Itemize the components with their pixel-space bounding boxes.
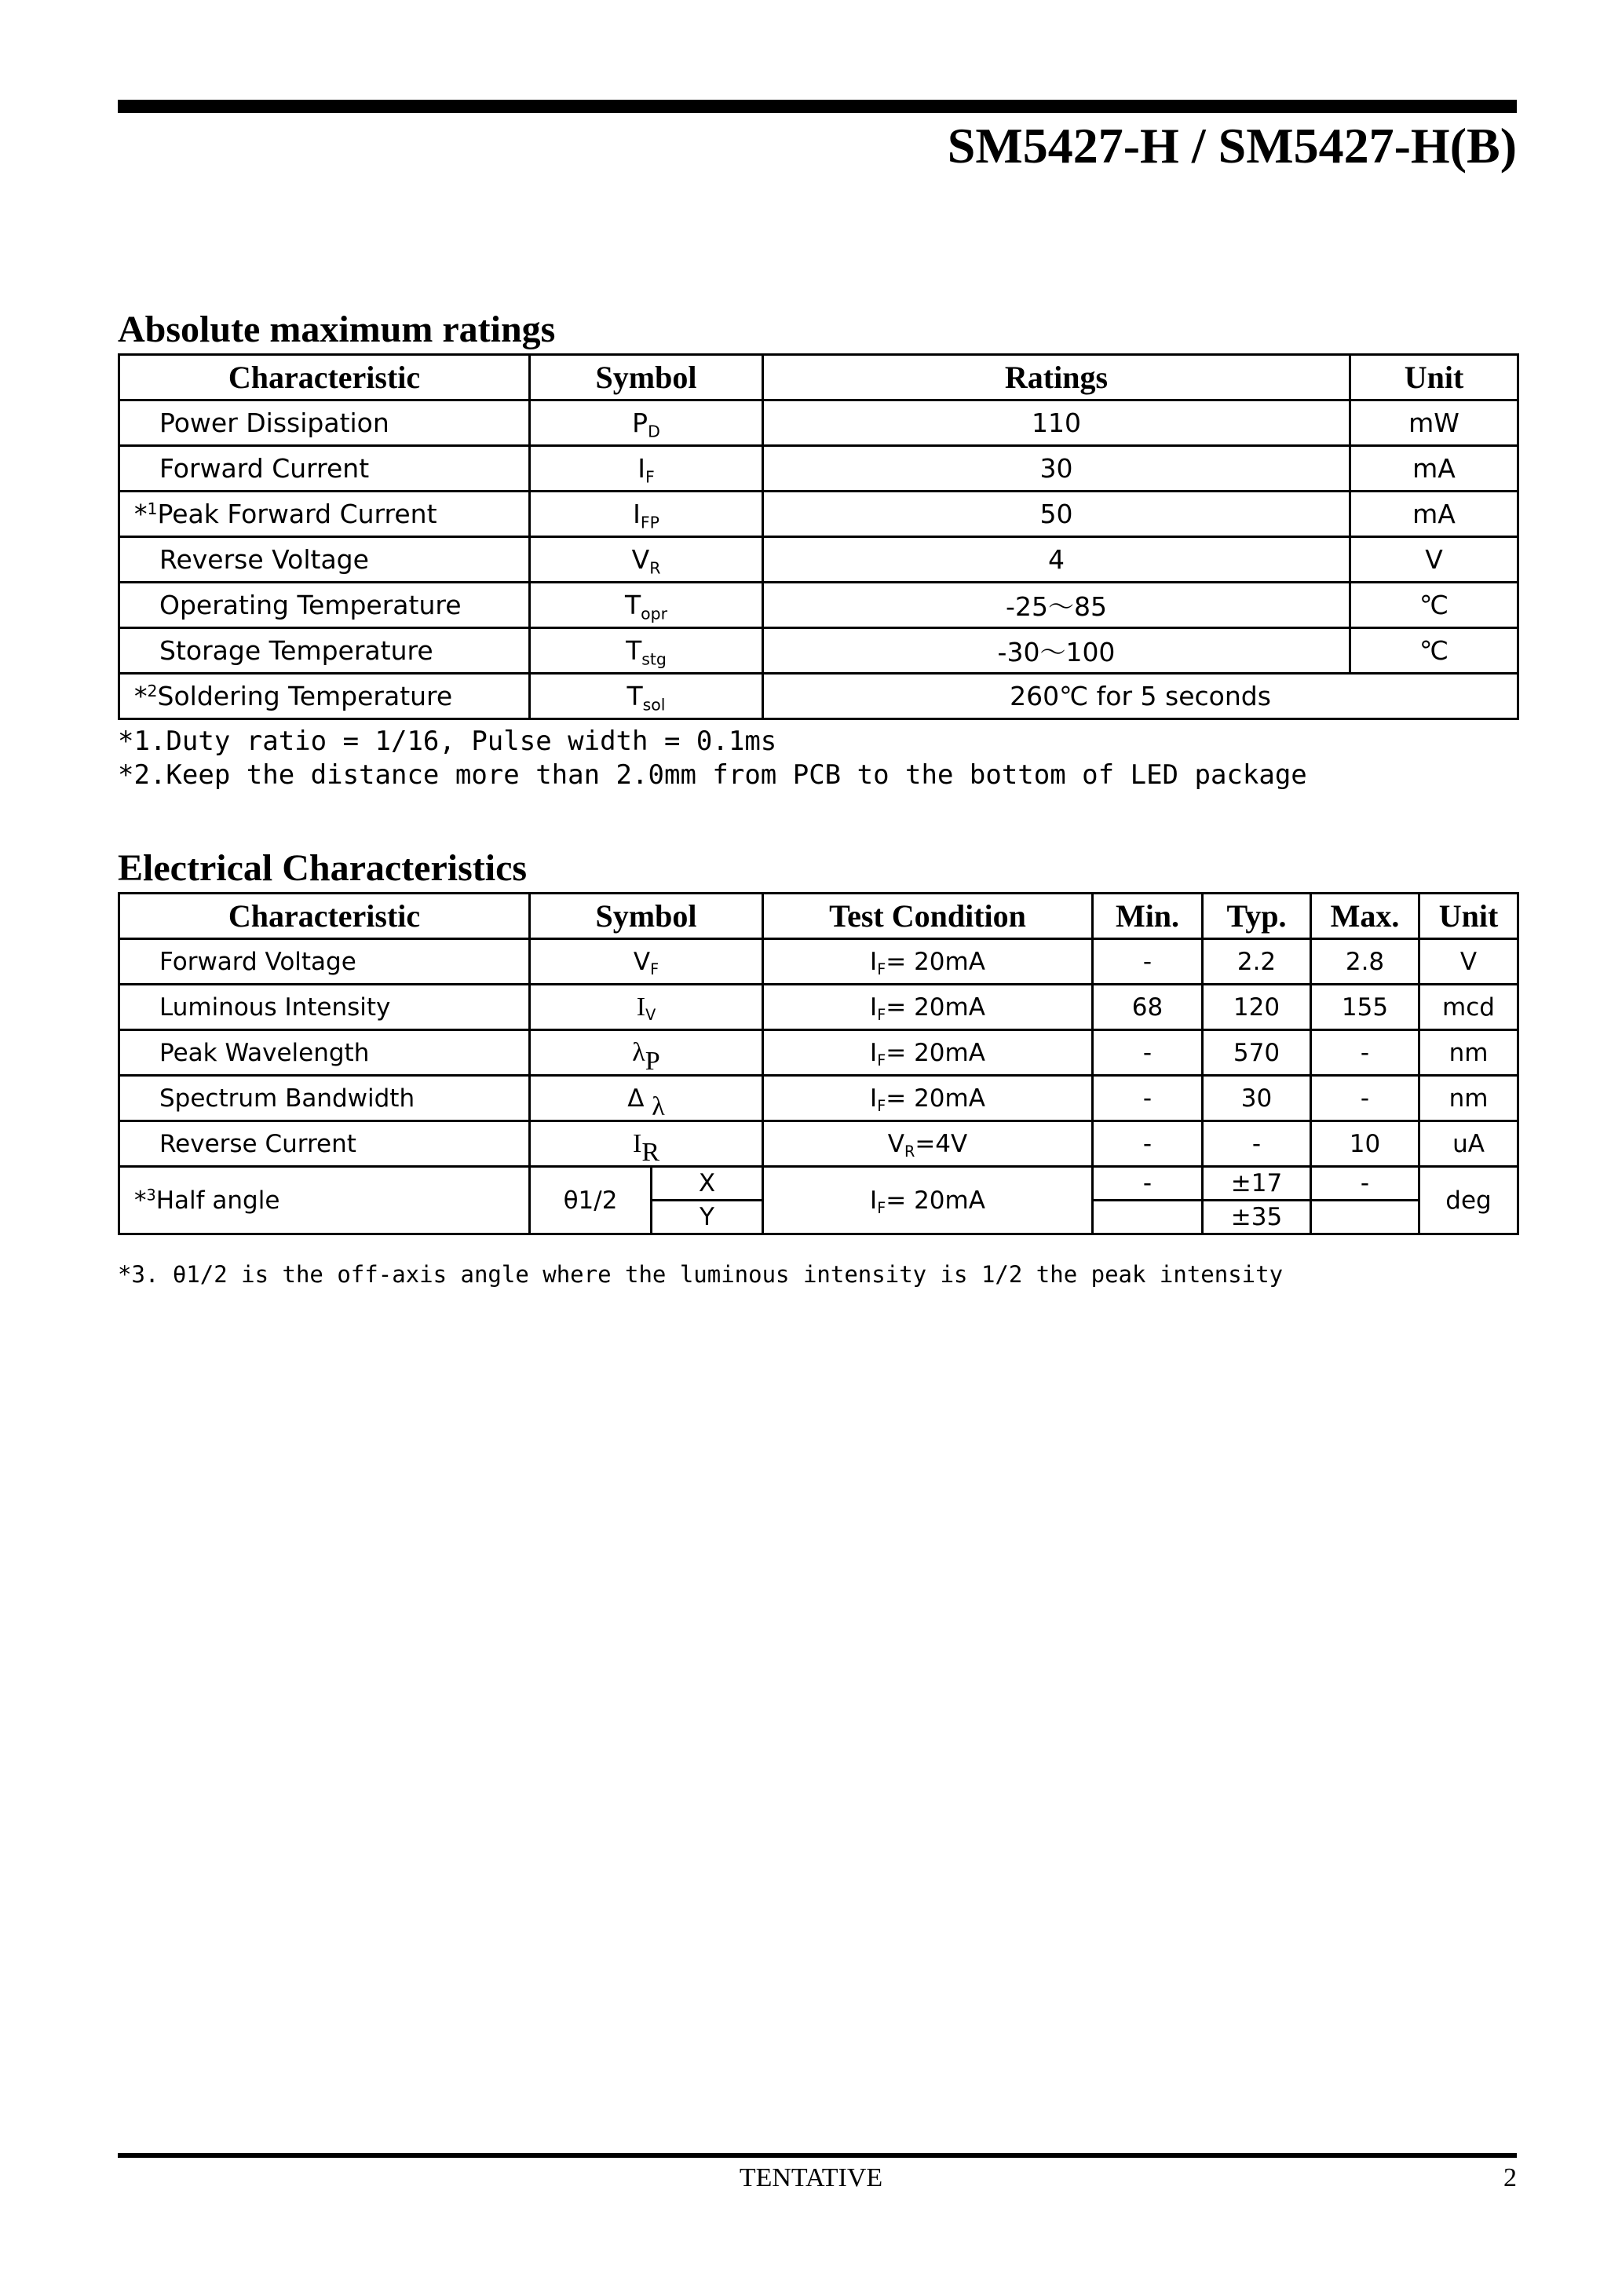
table-row xyxy=(119,939,1518,985)
characteristic-cell: Forward Current xyxy=(119,446,530,492)
min-cell: - xyxy=(1093,1167,1203,1201)
footnote: *1.Duty ratio = 1/16, Pulse width = 0.1ms xyxy=(118,726,777,757)
characteristic-cell: *$^3$Half angle xyxy=(119,1167,530,1234)
unit-cell: nm xyxy=(1419,1030,1518,1076)
symbol-cell: $V_R$ xyxy=(530,537,763,583)
table-row xyxy=(119,628,1518,674)
table-row xyxy=(119,446,1518,492)
table-row xyxy=(119,1030,1518,1076)
footer-label: TENTATIVE xyxy=(739,2163,883,2192)
condition-cell: $I_F= 20mA$ xyxy=(763,1167,1093,1234)
unit-cell: ℃ xyxy=(1350,583,1518,628)
typ-cell: 120 xyxy=(1203,985,1311,1030)
characteristic-cell: Storage Temperature xyxy=(119,628,530,674)
symbol-cell: $\lambda_P$ xyxy=(530,1030,763,1076)
col-header: Typ. xyxy=(1203,894,1311,939)
col-header: Symbol xyxy=(530,355,763,400)
max-cell: - xyxy=(1311,1167,1419,1201)
unit-cell: ℃ xyxy=(1350,628,1518,674)
characteristic-cell: Forward Voltage xyxy=(119,939,530,985)
table-header-row xyxy=(119,894,1518,939)
condition-cell: $I_F= 20mA$ xyxy=(763,939,1093,985)
min-cell: - xyxy=(1093,1030,1203,1076)
unit-cell: V xyxy=(1419,939,1518,985)
col-header: Test Condition xyxy=(763,894,1093,939)
symbol-cell: $T_{sol}$ xyxy=(530,674,763,719)
col-header: Ratings xyxy=(763,355,1350,400)
typ-cell: ±17 xyxy=(1203,1167,1311,1201)
document-title: SM5427-H / SM5427-H(B) xyxy=(947,118,1517,174)
table-row xyxy=(119,1121,1518,1167)
condition-cell: $I_F= 20mA$ xyxy=(763,985,1093,1030)
max-cell: - xyxy=(1311,1076,1419,1121)
symbol-cell: $I_{FP}$ xyxy=(530,492,763,537)
characteristic-cell: Operating Temperature xyxy=(119,583,530,628)
axis-cell: X xyxy=(652,1167,763,1201)
condition-cell: $V_R=4V$ xyxy=(763,1121,1093,1167)
max-cell: - xyxy=(1311,1030,1419,1076)
footnote: *3. θ1/2 is the off-axis angle where the luminous intensity is 1/2 the peak intensity xyxy=(118,1261,1284,1288)
table-row xyxy=(119,985,1518,1030)
absolute-max-heading: Absolute maximum ratings xyxy=(118,309,556,350)
characteristic-cell: Reverse Current xyxy=(119,1121,530,1167)
symbol-cell: θ1/2 xyxy=(530,1167,652,1234)
typ-cell: - xyxy=(1203,1121,1311,1167)
rating-cell: 4 xyxy=(763,537,1350,583)
typ-cell: 570 xyxy=(1203,1030,1311,1076)
min-cell: - xyxy=(1093,1121,1203,1167)
header-rule xyxy=(118,100,1517,113)
table-row xyxy=(119,674,1518,719)
characteristic-cell: *$^1$Peak Forward Current xyxy=(119,492,530,537)
characteristic-cell: Peak Wavelength xyxy=(119,1030,530,1076)
unit-cell: mcd xyxy=(1419,985,1518,1030)
symbol-cell: $I_F$ xyxy=(530,446,763,492)
symbol-cell: Δ $_\lambda$ xyxy=(530,1076,763,1121)
unit-cell: deg xyxy=(1419,1167,1518,1234)
symbol-cell: $I_V$ xyxy=(530,985,763,1030)
unit-cell: uA xyxy=(1419,1121,1518,1167)
typ-cell: ±35 xyxy=(1203,1201,1311,1234)
rating-cell: 30 xyxy=(763,446,1350,492)
characteristic-cell: Reverse Voltage xyxy=(119,537,530,583)
max-cell: 155 xyxy=(1311,985,1419,1030)
max-cell: 2.8 xyxy=(1311,939,1419,985)
condition-cell: $I_F= 20mA$ xyxy=(763,1076,1093,1121)
max-cell: 10 xyxy=(1311,1121,1419,1167)
min-cell: - xyxy=(1093,939,1203,985)
unit-cell: mA xyxy=(1350,492,1518,537)
axis-cell: Y xyxy=(652,1201,763,1234)
col-header: Characteristic xyxy=(119,894,530,939)
min-cell: 68 xyxy=(1093,985,1203,1030)
col-header: Characteristic xyxy=(119,355,530,400)
table-row xyxy=(119,537,1518,583)
symbol-cell: $I_R$ xyxy=(530,1121,763,1167)
condition-cell: $I_F= 20mA$ xyxy=(763,1030,1093,1076)
min-cell xyxy=(1093,1201,1203,1234)
col-header: Unit xyxy=(1350,355,1518,400)
page-number: 2 xyxy=(1503,2163,1517,2192)
col-header: Min. xyxy=(1093,894,1203,939)
symbol-cell: $T_{opr}$ xyxy=(530,583,763,628)
symbol-cell: $T_{stg}$ xyxy=(530,628,763,674)
characteristic-cell: Luminous Intensity xyxy=(119,985,530,1030)
characteristic-cell: Spectrum Bandwidth xyxy=(119,1076,530,1121)
table-row xyxy=(119,492,1518,537)
col-header: Max. xyxy=(1311,894,1419,939)
absolute-max-table xyxy=(118,353,1519,720)
unit-cell: mW xyxy=(1350,400,1518,446)
unit-cell: mA xyxy=(1350,446,1518,492)
typ-cell: 2.2 xyxy=(1203,939,1311,985)
characteristic-cell: *$^2$Soldering Temperature xyxy=(119,674,530,719)
footnote: *2.Keep the distance more than 2.0mm from PCB to the bottom of LED package xyxy=(118,759,1307,791)
table-row xyxy=(119,1167,1518,1201)
characteristic-cell: Power Dissipation xyxy=(119,400,530,446)
electrical-table xyxy=(118,892,1519,1235)
col-header: Unit xyxy=(1419,894,1518,939)
typ-cell: 30 xyxy=(1203,1076,1311,1121)
rating-cell: 260℃ for 5 seconds xyxy=(763,674,1518,719)
table-row xyxy=(119,583,1518,628)
rating-cell: 110 xyxy=(763,400,1350,446)
rating-cell: -30～100 xyxy=(763,628,1350,674)
table-header-row xyxy=(119,355,1518,400)
table-row xyxy=(119,1076,1518,1121)
max-cell xyxy=(1311,1201,1419,1234)
unit-cell: nm xyxy=(1419,1076,1518,1121)
min-cell: - xyxy=(1093,1076,1203,1121)
symbol-cell: $P_D$ xyxy=(530,400,763,446)
col-header: Symbol xyxy=(530,894,763,939)
footer-rule xyxy=(118,2153,1517,2158)
electrical-heading: Electrical Characteristics xyxy=(118,847,528,889)
rating-cell: 50 xyxy=(763,492,1350,537)
unit-cell: V xyxy=(1350,537,1518,583)
rating-cell: -25～85 xyxy=(763,583,1350,628)
symbol-cell: $V_F$ xyxy=(530,939,763,985)
table-row xyxy=(119,400,1518,446)
